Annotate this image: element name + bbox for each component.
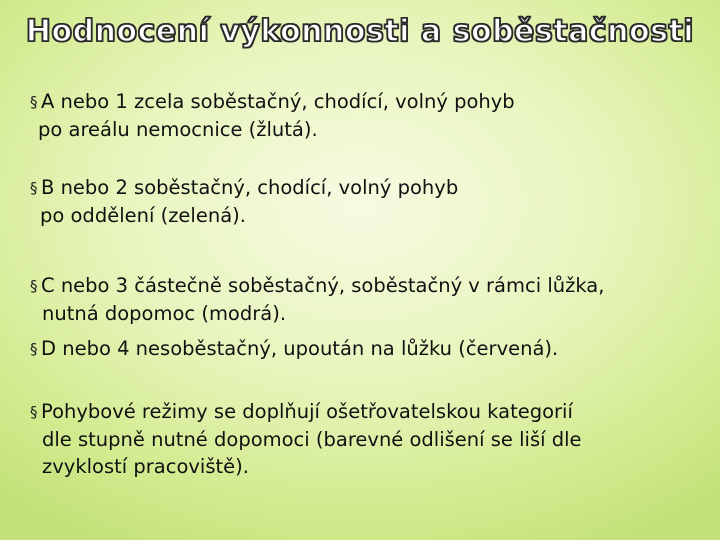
bullet-icon: §: [30, 277, 38, 295]
bullet-item-d-line1: D nebo 4 nesoběstačný, upoután na lůžku (červená).: [41, 337, 559, 360]
bullet-item-e: [30, 398, 710, 480]
bullet-item-a-line1: A nebo 1 zcela soběstačný, chodící, volný pohyb: [41, 90, 515, 113]
bullet-item-a: [30, 88, 710, 143]
bullet-item-b-line1: B nebo 2 soběstačný, chodící, volný pohyb: [41, 176, 459, 199]
bullet-item-e-line1: Pohybové režimy se doplňují ošetřovatelskou kategorií: [41, 400, 573, 423]
bullet-item-c-line2: nutná dopomoc (modrá).: [42, 302, 287, 325]
bullet-item-e-line2: dle stupně nutné dopomoci (barevné odlišení se liší dle: [42, 428, 582, 451]
slide-title: Hodnocení výkonnosti a soběstačnosti: [25, 14, 695, 49]
bullet-icon: §: [30, 179, 38, 197]
bullet-item-b-line2: po oddělení (zelená).: [40, 204, 246, 227]
bullet-icon: §: [30, 340, 38, 358]
bullet-icon: §: [30, 403, 38, 421]
bullet-item-a-line2: po areálu nemocnice (žlutá).: [38, 118, 318, 141]
bullet-item-b: [30, 174, 710, 229]
bullet-item-e-line3: zvyklostí pracoviště).: [42, 455, 249, 478]
bullet-item-c: [30, 272, 710, 327]
bullet-icon: §: [30, 93, 38, 111]
bullet-item-c-line1: C nebo 3 částečně soběstačný, soběstačný v rámci lůžka,: [41, 274, 605, 297]
bullet-item-d: [30, 335, 710, 363]
